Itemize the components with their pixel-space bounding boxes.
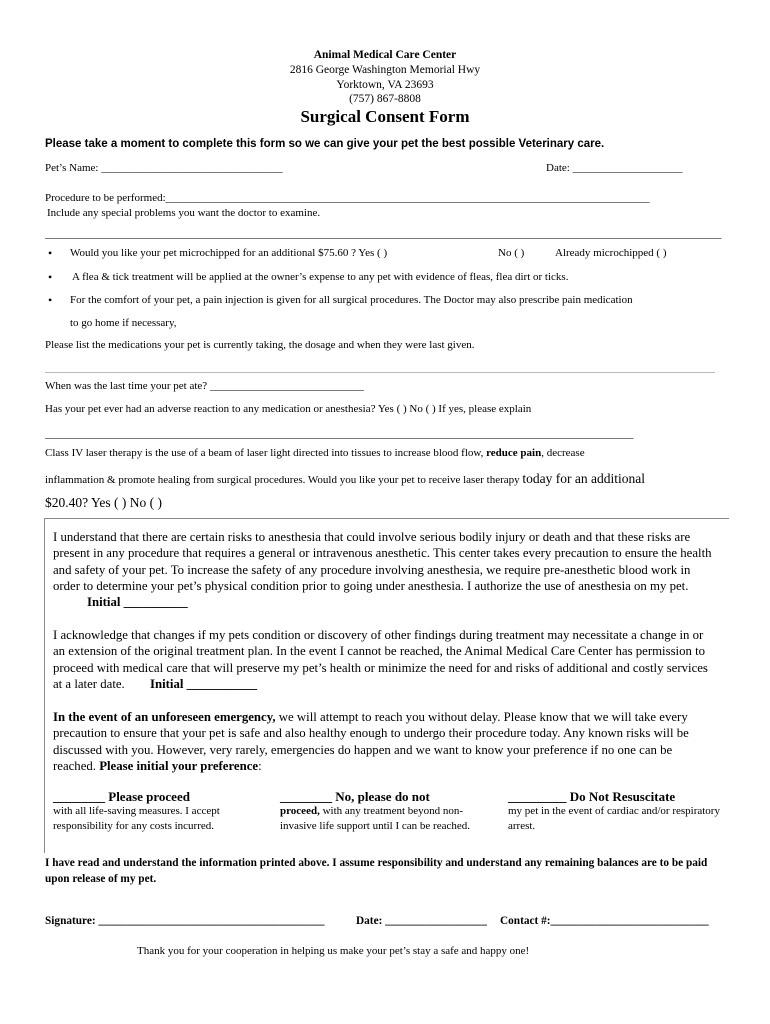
pain-notice-line1: For the comfort of your pet, a pain injection is given for all surgical procedures. The Doctor may also prescribe pain medication	[70, 294, 633, 306]
contact-field[interactable]: Contact #:____________________________	[500, 915, 709, 927]
pref-dnr-heading[interactable]: _________ Do Not Resuscitate	[508, 789, 676, 804]
initial-anesthesia[interactable]: Initial __________	[87, 595, 188, 610]
pref-dnr-text: my pet in the event of cardiac and/or respiratory arrest.	[508, 805, 720, 832]
acknowledgement-text: I have read and understand the information printed above. I assume responsibility and understand any remaining balances are to be paid upon release of my pet.	[45, 857, 708, 885]
emergency-preference-label: Please initial your preference	[99, 758, 259, 773]
laser-line2	[45, 471, 645, 487]
pref-proceed[interactable]	[53, 789, 243, 834]
form-title: Surgical Consent Form	[300, 107, 470, 126]
emergency-paragraph	[53, 709, 718, 774]
microchip-question[interactable]: Would you like your pet microchipped for an additional $75.60 ? Yes ( )	[70, 247, 388, 259]
clinic-phone: (757) 867-8808	[349, 93, 421, 105]
pain-notice-line2: to go home if necessary,	[70, 317, 177, 329]
pref-no-bold: proceed,	[280, 805, 320, 817]
laser-text-d: inflammation & promote healing from surgical procedures. Would you like your pet to receive laser therapy	[45, 474, 523, 486]
procedure-field[interactable]: Procedure to be performed:________________________________________________________________________________________	[45, 192, 650, 204]
clinic-name: Animal Medical Care Center	[313, 49, 457, 61]
pref-no-heading[interactable]: ________ No, please do not	[280, 789, 430, 804]
signature-field[interactable]: Signature: ________________________________________	[45, 915, 325, 927]
adverse-explain-line[interactable]: ___________________________________________________________________________________________________________	[45, 428, 634, 440]
microchip-already[interactable]: Already microchipped ( )	[555, 247, 667, 259]
intro-text: Please take a moment to complete this form so we can give your pet the best possible Veterinary care.	[45, 138, 605, 150]
consent-anesthesia-text: I understand that there are certain risks to anesthesia that could involve serious bodily injury or death and that these risks are present in any procedure that requires a general or intravenous anesthetic. This center takes every precaution to ensure the health and safety of your pet. To increase the safety of any procedure involving anesthesia, we require pre-anesthetic blood work in order to determine your pet’s physical condition prior to going under anesthesia. I authorize the use of anesthesia on my pet.	[53, 530, 712, 593]
signature-date-field[interactable]: Date: __________________	[356, 915, 487, 927]
last-ate-field[interactable]: When was the last time your pet ate? ____________________________	[45, 380, 364, 392]
bullet-icon: •	[48, 246, 53, 260]
medications-answer-line[interactable]	[45, 372, 715, 373]
laser-line1	[45, 447, 585, 459]
procedure-extra-line[interactable]: ___________________________________________________________________________________________________________________________	[45, 228, 722, 240]
procedure-note: Include any special problems you want the doctor to examine.	[47, 207, 321, 219]
pets-name-field[interactable]: Pet’s Name: _________________________________	[45, 162, 283, 174]
pref-no-text: with any treatment beyond non-invasive life support until I can be reached.	[280, 805, 470, 832]
pref-no[interactable]	[280, 789, 480, 834]
pref-dnr[interactable]	[508, 789, 723, 834]
laser-text-c: , decrease	[541, 447, 585, 459]
emergency-text: we will attempt to reach you without delay. Please know that we will take every precaution to ensure that your pet is safe and also healthy enough to undergo their procedure today. Any known risks will be discussed with you. However, very rarely, emergencies do happen and we want to know your preference if no one can be reached.	[53, 710, 689, 773]
date-field[interactable]: Date: ____________________	[546, 162, 683, 174]
flea-notice: A flea & tick treatment will be applied at the owner’s expense to any pet with evidence of fleas, flea dirt or ticks.	[72, 271, 569, 283]
emergency-colon: :	[258, 758, 262, 773]
laser-text-e: today for an additional	[522, 471, 645, 486]
bullet-icon: •	[48, 270, 53, 284]
medications-question: Please list the medications your pet is currently taking, the dosage and when they were last given.	[45, 339, 475, 351]
laser-choice[interactable]: $20.40? Yes ( ) No ( )	[45, 495, 162, 510]
adverse-reaction-question[interactable]: Has your pet ever had an adverse reaction to any medication or anesthesia? Yes ( ) No ( ) If yes, please explain	[45, 403, 532, 415]
pref-proceed-text: with all life-saving measures. I accept responsibility for any costs incurred.	[53, 805, 220, 832]
consent-changes-paragraph	[53, 627, 718, 692]
microchip-no[interactable]: No ( )	[498, 247, 525, 259]
laser-text-bold: reduce pain	[486, 447, 542, 459]
initial-changes[interactable]: Initial ___________	[149, 676, 257, 691]
clinic-address: 2816 George Washington Memorial Hwy	[289, 64, 481, 76]
pref-proceed-heading[interactable]: ________ Please proceed	[53, 789, 190, 804]
emergency-heading: In the event of an unforeseen emergency,	[53, 710, 276, 724]
clinic-city: Yorktown, VA 23693	[336, 79, 434, 91]
bullet-icon: •	[48, 293, 53, 307]
consent-anesthesia-paragraph	[53, 529, 718, 610]
laser-text-a: Class IV laser therapy is the use of a beam of laser light directed into tissues to increase blood flow,	[45, 447, 487, 459]
consent-changes-text: I acknowledge that changes if my pets condition or discovery of other findings during treatment may necessitate a change in or an extension of the original treatment plan. In the event I cannot be reached, the Animal Medical Care Center has permission to proceed with medical care that will preserve my pet’s health or minimize the need for and risks of additional and costly services at a later date.	[53, 628, 708, 691]
footer-thanks: Thank you for your cooperation in helping us make your pet’s stay a safe and happy one!	[137, 945, 530, 957]
